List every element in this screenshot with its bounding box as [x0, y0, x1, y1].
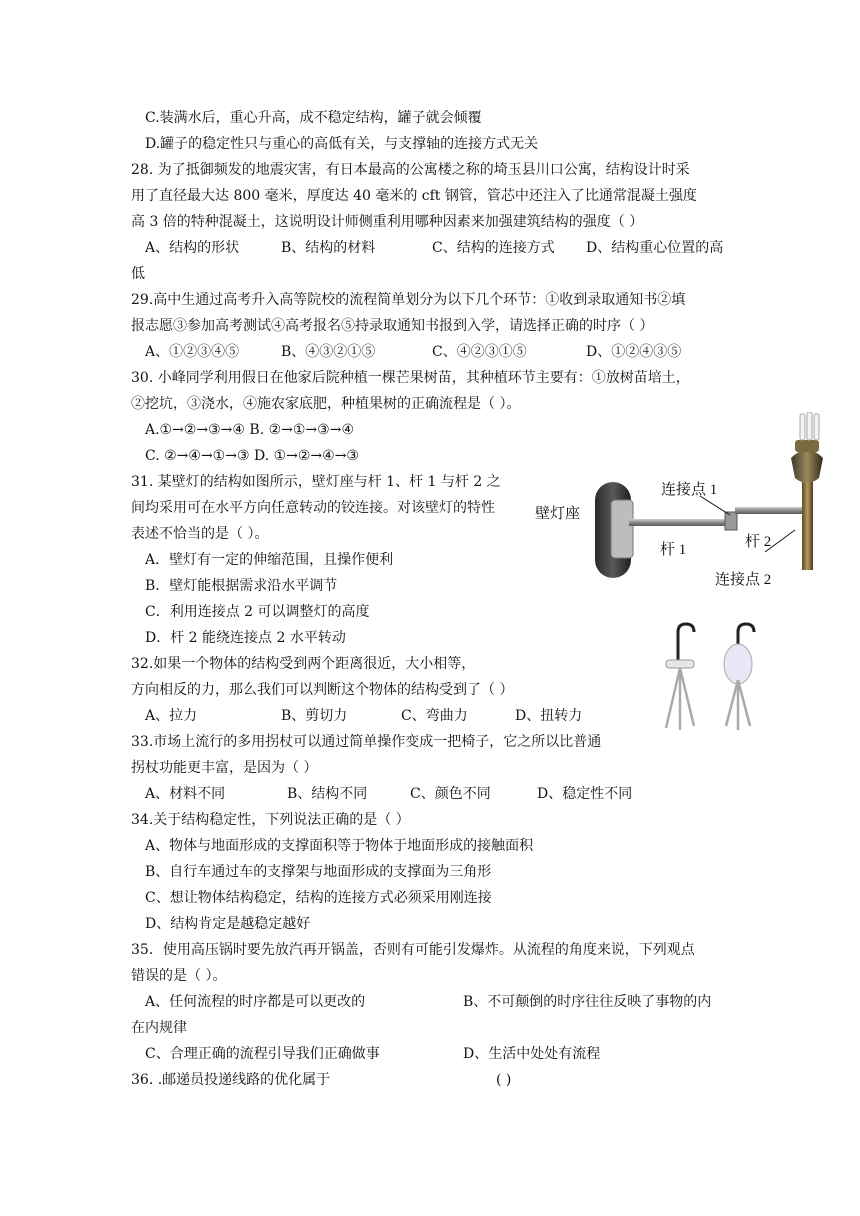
- q32-stem-line1: 32.如果一个物体的结构受到两个距离很近，大小相等，: [131, 656, 476, 672]
- q29-option-a: A、①②③④⑤: [145, 344, 240, 360]
- q35-stem-line1: 35．使用高压锅时要先放汽再开锅盖，否则有可能引发爆炸。从流程的角度来说，下列观点: [131, 942, 695, 958]
- lamp-rod-1: [629, 519, 733, 526]
- q28-option-d: D、结构重心位置的高: [586, 240, 724, 256]
- q31-option-c: C．利用连接点 2 可以调整灯的高度: [145, 604, 370, 620]
- q30-stem-line1: 30. 小峰同学利用假日在他家后院种植一棵芒果树苗，其种植环节主要有：①放树苗培土，: [131, 370, 690, 386]
- lamp-vertical-stem: [802, 472, 813, 570]
- lamp-rod-2: [735, 507, 811, 514]
- cane-chair-figure: [650, 620, 780, 732]
- q35-options-cd: [145, 1044, 735, 1064]
- lamp-base-plate: [595, 482, 633, 578]
- q27-option-c: C.装满水后，重心升高，成不稳定结构，罐子就会倾覆: [145, 110, 482, 126]
- lamp-base-label: 壁灯座: [535, 506, 581, 522]
- q33-option-a: A、材料不同: [145, 786, 226, 802]
- q27-option-d: D.罐子的稳定性只与重心的高低有关，与支撑轴的连接方式无关: [145, 136, 539, 152]
- q33-option-b: B、结构不同: [287, 786, 368, 802]
- q31-option-d: D．杆 2 能绕连接点 2 水平转动: [145, 630, 346, 646]
- q32-options: [145, 706, 625, 726]
- q29-stem-line2: 报志愿③参加高考测试④高考报名⑤持录取通知书报到入学，请选择正确的时序（ ）: [131, 318, 654, 334]
- q28-option-a: A、结构的形状: [145, 240, 240, 256]
- q35-options-ab: [145, 992, 735, 1012]
- q31-stem-line1: 31. 某壁灯的结构如图所示，壁灯座与杆 1、杆 1 与杆 2 之: [131, 474, 501, 490]
- lamp-joint2-label: 连接点 2: [715, 572, 772, 588]
- lamp-joint-1: [725, 512, 737, 530]
- cane-chair-folded: [724, 624, 754, 730]
- q30-stem-line2: ②挖坑，③浇水，④施农家底肥，种植果树的正确流程是（ ）。: [131, 396, 521, 412]
- q36-stem: 36. .邮递员投递线路的优化属于: [131, 1072, 331, 1088]
- q28-option-c: C、结构的连接方式: [432, 240, 555, 256]
- q30-options-cd: C. ②→④→①→③ D. ①→②→④→③: [145, 448, 359, 464]
- q35-option-c: C、合理正确的流程引导我们正确做事: [145, 1046, 380, 1062]
- q28-stem-line2: 用了直径最大达 800 毫米，厚度达 40 毫米的 cft 钢管，管芯中还注入了比通常混凝土强度: [131, 188, 697, 204]
- q34-option-d: D、结构肯定是越稳定越好: [145, 916, 311, 932]
- q32-option-a: A、拉力: [145, 708, 198, 724]
- q29-option-d: D、①②④③⑤: [586, 344, 682, 360]
- q32-option-b: B、剪切力: [281, 708, 348, 724]
- q29-options: [145, 342, 745, 362]
- q35-stem-line2: 错误的是（ ）。: [131, 968, 227, 984]
- q31-stem-line3: 表述不恰当的是（ ）。: [131, 526, 269, 542]
- q28-stem-line3: 高 3 倍的特种混凝土，这说明设计师侧重利用哪种因素来加强建筑结构的强度（ ）: [131, 214, 644, 230]
- q31-stem-line2: 间均采用可在水平方向任意转动的铰连接。对该壁灯的特性: [131, 500, 495, 516]
- q35-option-a: A、任何流程的时序都是可以更改的: [145, 994, 366, 1010]
- q31-option-a: A．壁灯有一定的伸缩范围，且操作便利: [145, 552, 394, 568]
- q33-stem-line2: 拐杖功能更丰富，是因为（ ）: [131, 760, 318, 776]
- cane-chair-open: [666, 624, 694, 730]
- q31-option-b: B．壁灯能根据需求沿水平调节: [145, 578, 338, 594]
- q32-stem-line2: 方向相反的力，那么我们可以判断这个物体的结构受到了（ ）: [131, 682, 514, 698]
- lamp-rod1-label: 杆 1: [660, 542, 687, 558]
- q34-option-c: C、想让物体结构稳定，结构的连接方式必须采用刚连接: [145, 890, 492, 906]
- q33-stem-line1: 33.市场上流行的多用拐杖可以通过简单操作变成一把椅子，它之所以比普通: [131, 734, 602, 750]
- lamp-joint1-label: 连接点 1: [661, 482, 718, 498]
- lamp-bulb: [800, 412, 819, 440]
- q28-stem-line1: 28. 为了抵御频发的地震灾害，有日本最高的公寓楼之称的埼玉县川口公寓，结构设计时采: [131, 162, 690, 178]
- q36-answer-bracket: ( ): [496, 1072, 512, 1088]
- lamp-rod2-label: 杆 2: [745, 534, 772, 550]
- q28-options: [145, 238, 745, 258]
- q32-option-d: D、扭转力: [515, 708, 583, 724]
- q34-option-a: A、物体与地面形成的支撑面积等于物体于地面形成的接触面积: [145, 838, 534, 854]
- q29-option-c: C、④②③①⑤: [432, 344, 527, 360]
- q28-option-d-wrap: 低: [131, 266, 145, 282]
- lamp-shade: [791, 440, 823, 483]
- q33-option-d: D、稳定性不同: [537, 786, 633, 802]
- q35-option-b-wrap: 在内规律: [131, 1020, 187, 1036]
- q30-options-ab: A.①→②→③→④ B. ②→①→③→④: [145, 422, 354, 438]
- q33-option-c: C、颜色不同: [410, 786, 491, 802]
- q28-option-b: B、结构的材料: [281, 240, 376, 256]
- q35-option-d: D、生活中处处有流程: [463, 1046, 601, 1062]
- q34-option-b: B、自行车通过车的支撑架与地面形成的支撑面为三角形: [145, 864, 492, 880]
- q29-stem-line1: 29.高中生通过高考升入高等院校的流程简单划分为以下几个环节：①收到录取通知书②填: [131, 292, 686, 308]
- q32-option-c: C、弯曲力: [401, 708, 468, 724]
- wall-lamp-figure: [525, 412, 835, 594]
- q33-options: [145, 784, 745, 804]
- q34-stem: 34.关于结构稳定性，下列说法正确的是（ ）: [131, 812, 410, 828]
- q29-option-b: B、④③②①⑤: [281, 344, 376, 360]
- q35-option-b: B、不可颠倒的时序往往反映了事物的内: [463, 994, 712, 1010]
